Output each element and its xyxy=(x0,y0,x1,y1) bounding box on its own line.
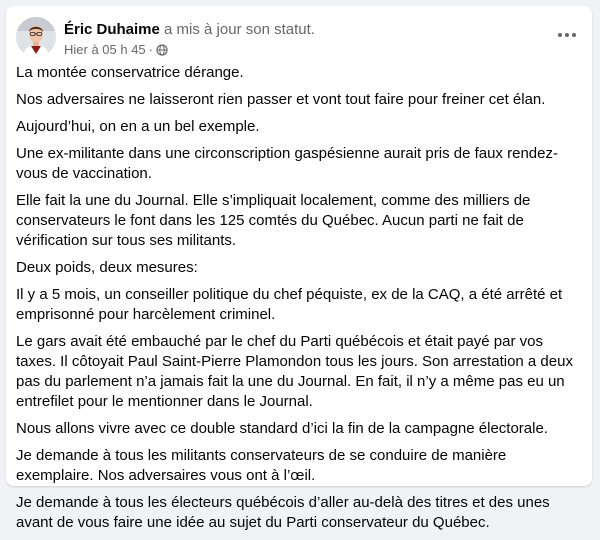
post-paragraph: Je demande à tous les électeurs québécois d’aller au-delà des titres et des unes avant de vous faire une idée au sujet du Parti conservateur du Québec. xyxy=(16,494,550,531)
avatar[interactable] xyxy=(16,17,56,57)
post-paragraph: Je demande à tous les militants conservateurs de se conduire de manière exemplaire. Nos adversaires vous ont à l’œil. xyxy=(16,447,507,484)
more-options-icon[interactable] xyxy=(554,25,580,45)
post-paragraph: La montée conservatrice dérange. xyxy=(16,64,244,81)
post-paragraph: Une ex-militante dans une circonscription gaspésienne aurait pris de faux rendez-vous de vaccination. xyxy=(16,145,558,182)
post-paragraph: Il y a 5 mois, un conseiller politique du chef péquiste, ex de la CAQ, a été arrêté et emprisonné pour harcèlement criminel. xyxy=(16,286,563,323)
post-paragraph: Elle fait la une du Journal. Elle s’impliquait localement, comme des milliers de conservateurs le font dans les 125 comtés du Québec. Aucun parti ne fait de vérification sur tous ses militants. xyxy=(16,192,531,249)
post-header xyxy=(16,17,582,63)
post-timestamp[interactable]: Hier à 05 h 45 xyxy=(64,42,146,57)
globe-icon xyxy=(156,44,168,60)
more-options-dot xyxy=(565,33,569,37)
post-paragraph: Aujourd’hui, on en a un bel exemple. xyxy=(16,118,260,135)
post-body xyxy=(16,63,580,540)
post-meta xyxy=(64,42,168,60)
post-paragraph: Deux poids, deux mesures: xyxy=(16,259,198,276)
profile-picture xyxy=(16,17,56,57)
status-action: a mis à jour son statut. xyxy=(164,21,315,38)
post-paragraph: Nous allons vivre avec ce double standard d’ici la fin de la campagne électorale. xyxy=(16,420,548,437)
more-options-dot xyxy=(572,33,576,37)
post-paragraph: Le gars avait été embauché par le chef du Parti québécois et était payé par vos taxes. Il côtoyait Paul Saint-Pierre Plamondon tous les jours. Son arrestation a deux pas du parlement n’a jamais fait la une du Journal. En fait, il n’y a même pas eu un entrefilet pour le mentionner dans le Journal. xyxy=(16,333,573,410)
meta-separator: · xyxy=(148,42,154,57)
author-name[interactable]: Éric Duhaime xyxy=(64,21,160,38)
post-paragraph: Nos adversaires ne laisseront rien passer et vont tout faire pour freiner cet élan. xyxy=(16,91,546,108)
author-line xyxy=(64,21,315,39)
post-card xyxy=(6,6,592,531)
more-options-dot xyxy=(558,33,562,37)
